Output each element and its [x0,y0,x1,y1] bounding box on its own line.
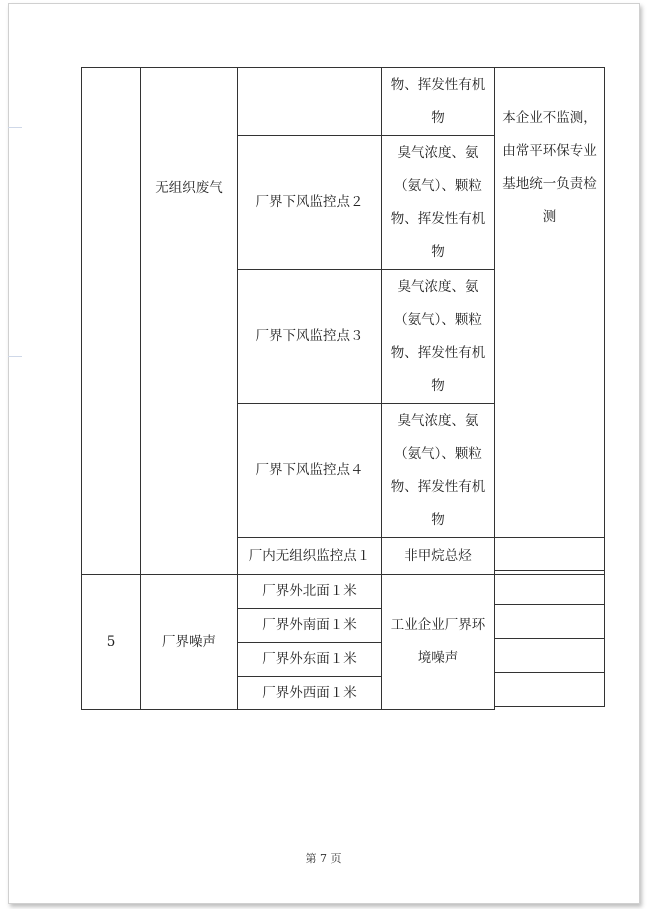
note-cell-noise-2 [494,604,605,639]
point-cell-4: 厂界下风监控点４ [237,403,382,538]
note-cell-unorganized: 本企业不监测，由常平环保专业基地统一负责检测 [494,67,605,538]
seq-cell-5: 5 [81,574,141,710]
noise-point-south: 厂界外南面１米 [237,608,382,643]
pollutant-cell-noise: 工业企业厂界环境噪声 [381,574,495,710]
point-cell-inner: 厂内无组织监控点１ [237,537,382,575]
note-cell-noise-4 [494,672,605,707]
pollutant-cell-inner: 非甲烷总烃 [381,537,495,575]
monitoring-table [81,67,605,709]
seq-cell-empty [81,67,141,575]
scan-mark [8,127,22,128]
note-cell-noise-3 [494,638,605,673]
pollutant-cell-top: 物、挥发性有机物 [381,67,495,136]
note-cell-noise-1 [494,570,605,605]
page-number: 第 7 页 [305,852,342,865]
point-cell-2: 厂界下风监控点２ [237,135,382,270]
noise-point-north: 厂界外北面１米 [237,574,382,609]
noise-point-west: 厂界外西面１米 [237,676,382,710]
category-boundary-noise: 厂界噪声 [140,574,238,710]
point-cell-top [237,67,382,136]
point-cell-3: 厂界下风监控点３ [237,269,382,404]
pollutant-cell-4: 臭气浓度、氨（氨气）、颗粒物、挥发性有机物 [381,403,495,538]
category-unorganized-gas: 无组织废气 [140,67,238,575]
noise-point-east: 厂界外东面１米 [237,642,382,677]
pollutant-cell-3: 臭气浓度、氨（氨气）、颗粒物、挥发性有机物 [381,269,495,404]
scan-mark [8,356,22,357]
pollutant-cell-2: 臭气浓度、氨（氨气）、颗粒物、挥发性有机物 [381,135,495,270]
